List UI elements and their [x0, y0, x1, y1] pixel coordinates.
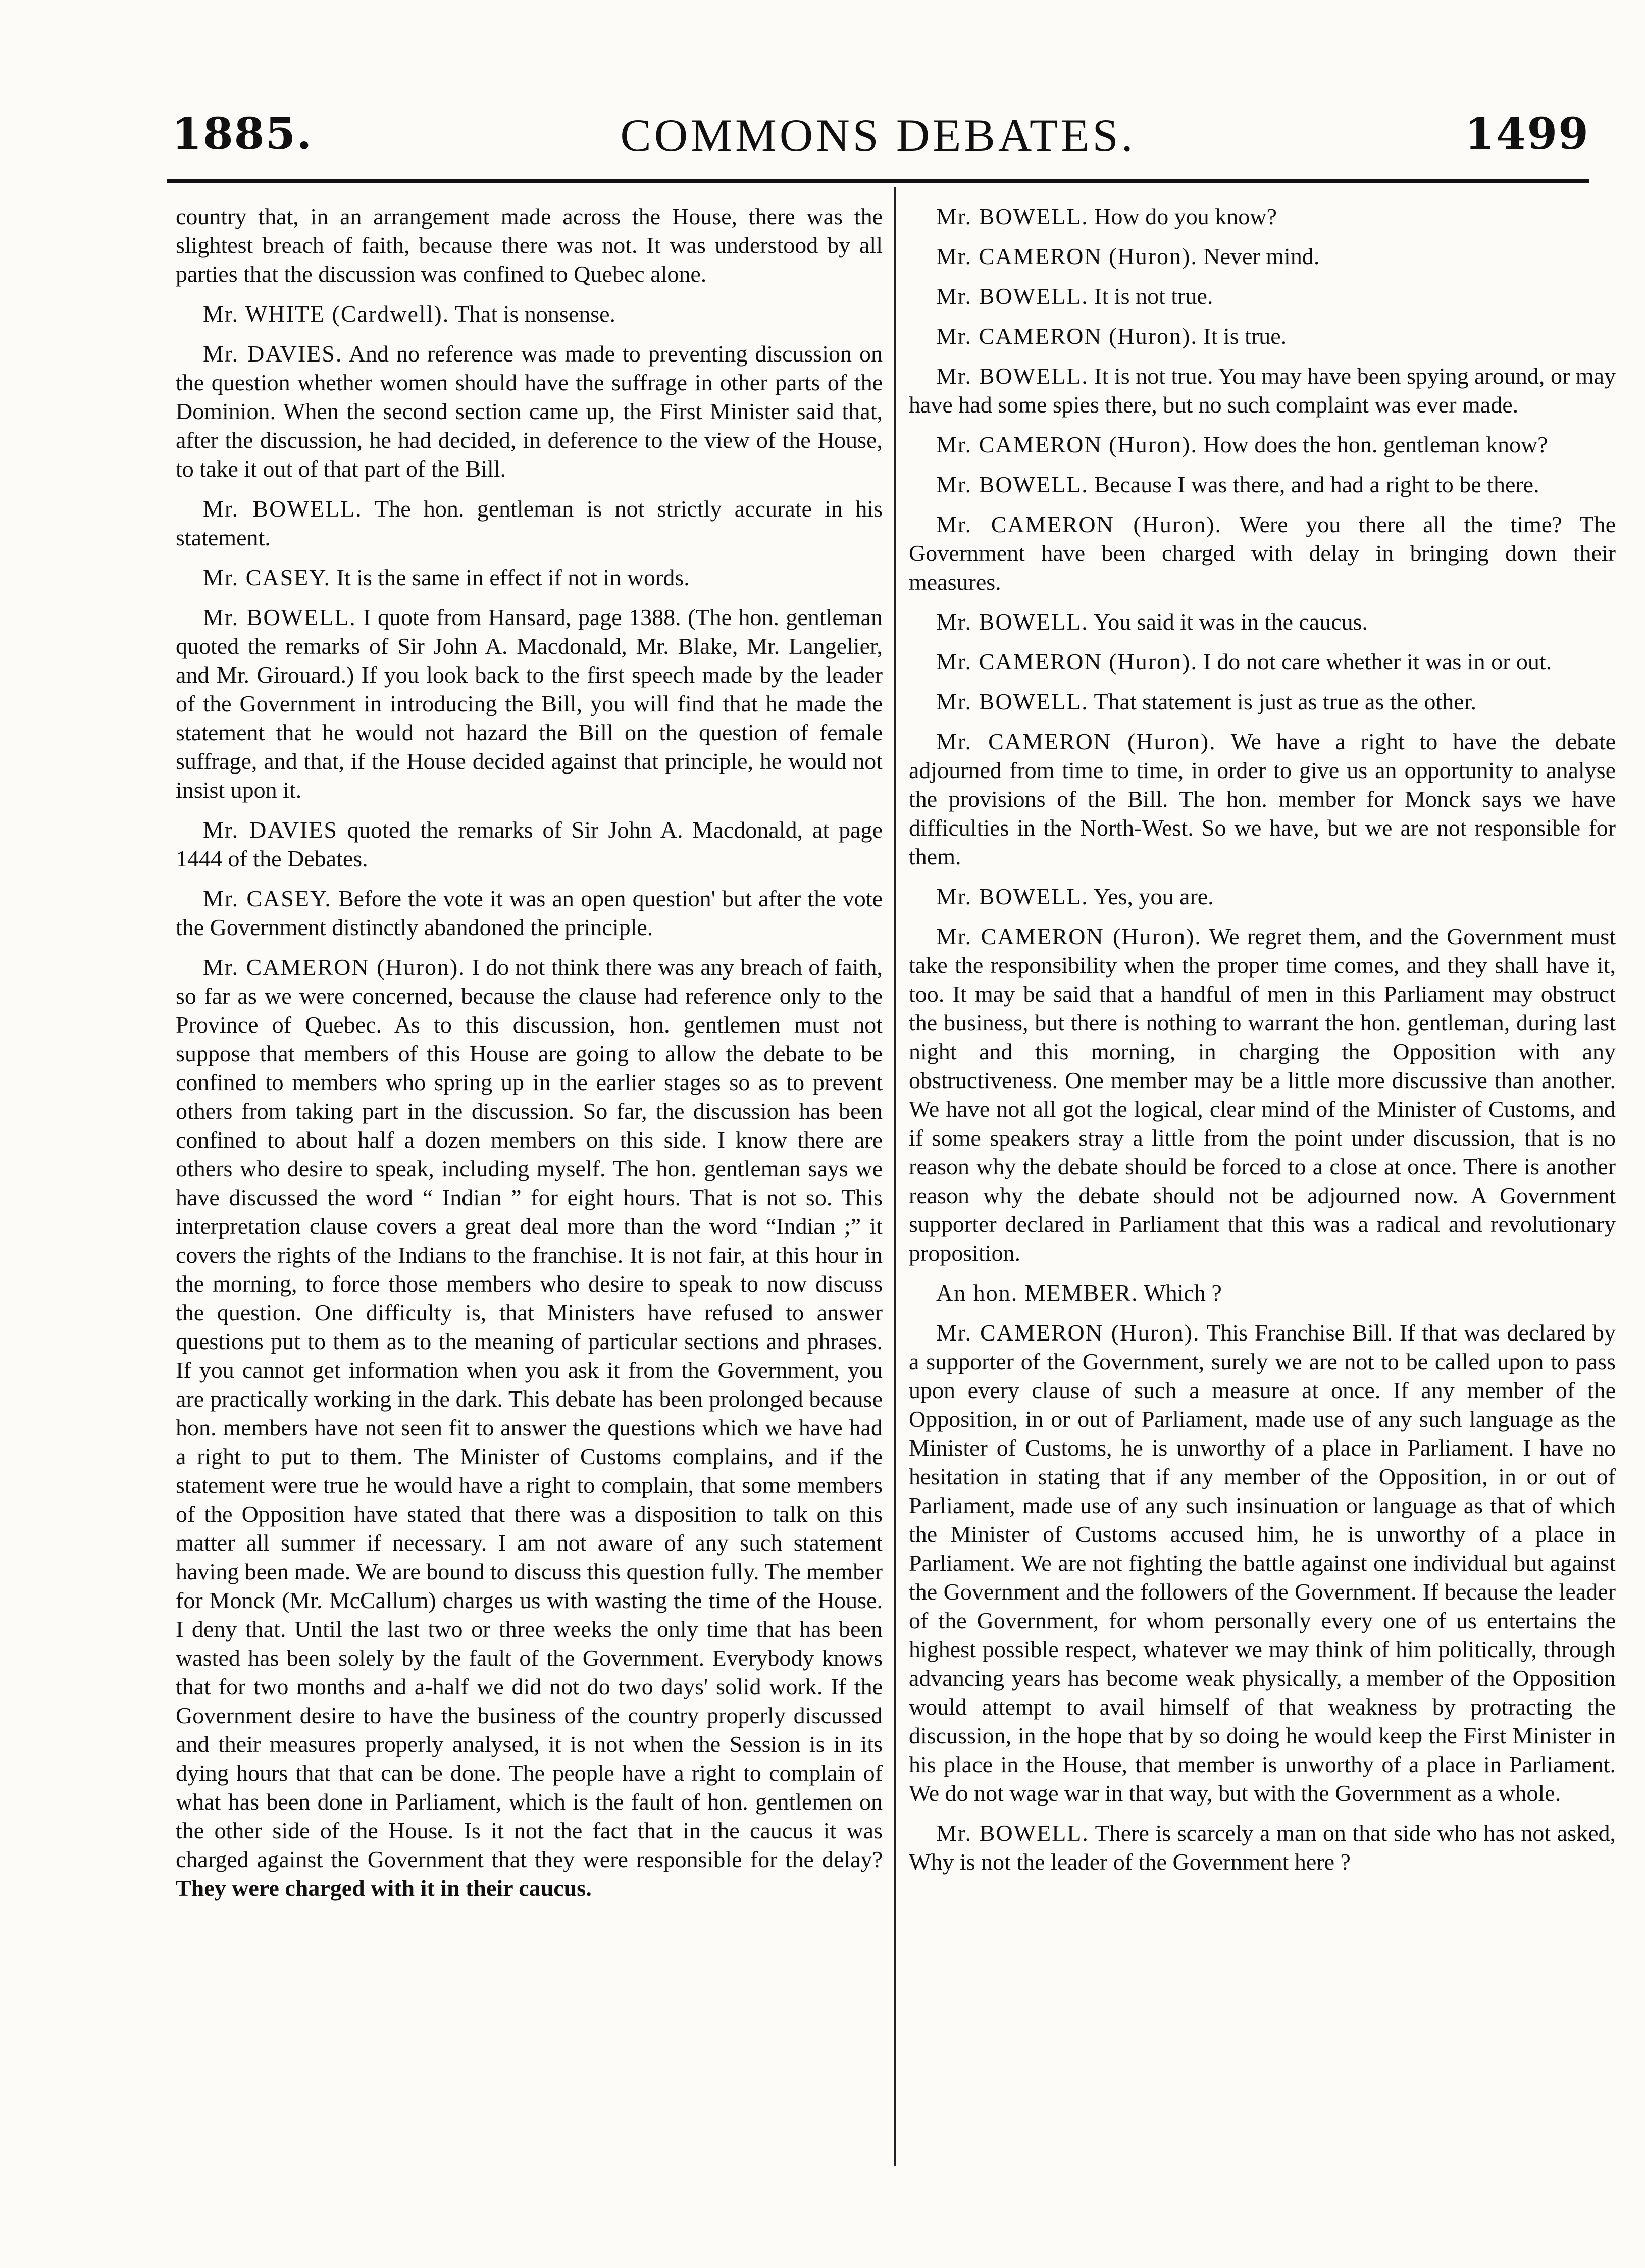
speech-text: Because I was there, and had a right to be there.	[1094, 472, 1539, 497]
speech-text: quoted the remarks of Sir John A. Macdonald, at page 1444 of the Debates.	[176, 817, 883, 871]
header-rule	[167, 179, 1589, 183]
speech-text: I do not care whether it was in or out.	[1203, 649, 1552, 675]
speech-text: That statement is just as true as the other.	[1094, 689, 1477, 714]
speaker-name: Mr. CAMERON (Huron).	[936, 1320, 1200, 1346]
speaker-name: Mr. BOWELL.	[936, 283, 1089, 309]
speaker-name: Mr. CASEY.	[203, 886, 332, 911]
speech-text: It is true.	[1203, 323, 1287, 349]
speech-paragraph	[176, 603, 883, 804]
speech-text: How does the hon. gentleman know?	[1203, 432, 1548, 457]
speaker-name: Mr. CAMERON (Huron).	[203, 954, 466, 980]
speech-paragraph	[909, 470, 1616, 499]
speech-paragraph	[909, 362, 1616, 419]
speaker-name: Mr. BOWELL.	[936, 609, 1089, 635]
speech-text: And no reference was made to preventing discussion on the question whether women should have the suffrage in other parts of the Dominion. When the second section came up, the First Minister said that, after the discussion, he had decided, in deference to the view of the House, to take it out of that part of the Bill.	[176, 341, 883, 482]
speech-paragraph	[909, 647, 1616, 676]
speech-text: I quote from Hansard, page 1388. (The hon. gentleman quoted the remarks of Sir John A. Macdonald, Mr. Blake, Mr. Langelier, and Mr. Girouard.) If you look back to the first speech made by the leader of the Government in introducing the Bill, you will find that he made the statement that he would not hazard the Bill on the question of female suffrage, and that, if the House decided against that principle, he would not insist upon it.	[176, 604, 883, 803]
speech-text: Which ?	[1144, 1280, 1222, 1306]
speaker-name: An hon. MEMBER.	[936, 1280, 1139, 1306]
speech-paragraph	[909, 510, 1616, 596]
speech-paragraph	[909, 607, 1616, 636]
speech-text: We have a right to have the debate adjourned from time to time, in order to give us an opportunity to analyse the provisions of the Bill. The hon. member for Monck says we have difficulties in the North-West. So we have, but we are not responsible for them.	[909, 729, 1616, 869]
speaker-name: Mr. CAMERON (Huron).	[936, 511, 1222, 537]
speech-text: This Franchise Bill. If that was declared by a supporter of the Government, surely we are not to be called upon to pass upon every clause of such a measure at once. If any member of the Opposition, in or out of Parliament, made use of any such language as the Minister of Customs, he is unworthy of a place in Parliament. I have no hesitation in stating that if any member of the Opposition, in or out of Parliament, made use of any such insinuation or language as that of which the Minister of Customs accused him, he is unworthy of a place in Parliament. We are not fighting the battle against one individual but against the Government and the followers of the Government. If because the leader of the Government, for whom personally every one of us entertains the highest possible respect, whatever we may think of him politically, through advancing years has become weak physically, a member of the Opposition would attempt to avail himself of that weakness by protracting the discussion, in the hope that by so doing he would keep the First Minister in his place in the House, that member is unworthy of a place in Parliament. We do not wage war in that way, but with the Government as a whole.	[909, 1320, 1616, 1806]
speaker-name: Mr. CAMERON (Huron).	[936, 649, 1198, 675]
speech-paragraph	[909, 322, 1616, 350]
speech-paragraph	[909, 882, 1616, 911]
speech-paragraph	[909, 1278, 1616, 1307]
speech-text: Were you there all the time? The Government have been charged with delay in bringing down their measures.	[909, 511, 1616, 595]
page-header	[167, 109, 1589, 174]
speaker-name: Mr. DAVIES	[203, 817, 338, 843]
speech-paragraph	[909, 922, 1616, 1267]
speech-text: It is the same in effect if not in words.	[336, 564, 690, 590]
speaker-name: Mr. CASEY.	[203, 564, 331, 590]
speaker-name: Mr. CAMERON (Huron).	[936, 923, 1202, 949]
speaker-name: Mr. CAMERON (Huron).	[936, 729, 1216, 754]
header-year: 1885.	[172, 109, 313, 160]
header-page-number: 1499	[1464, 109, 1589, 160]
speech-paragraph	[176, 884, 883, 942]
speech-paragraph	[176, 953, 883, 1902]
column-divider	[894, 187, 896, 2166]
speech-text: You said it was in the caucus.	[1093, 609, 1368, 635]
speaker-name: Mr. BOWELL.	[936, 689, 1089, 714]
speech-paragraph	[909, 727, 1616, 871]
left-column	[176, 202, 883, 1914]
header-title: COMMONS DEBATES.	[620, 110, 1136, 161]
speech-paragraph	[176, 202, 883, 288]
speaker-name: Mr. WHITE (Cardwell).	[203, 301, 450, 327]
speech-paragraph	[909, 1819, 1616, 1876]
speech-text: It is not true.	[1094, 283, 1213, 309]
speech-text: I do not think there was any breach of faith, so far as we were concerned, because the clause had reference only to the Province of Quebec. As to this discussion, hon. gentlemen must not suppose that members of this House are going to allow the debate to be confined to members who spring up in the earlier stages so as to prevent others from taking part in the discussion. So far, the discussion has been confined to about half a dozen members on this side. I know there are others who desire to speak, including myself. The hon. gentleman says we have discussed the word “ Indian ” for eight hours. That is not so. This interpretation clause covers a great deal more than the word “Indian ;” it covers the rights of the Indians to the franchise. It is not fair, at this hour in the morning, to force those members who desire to speak to now discuss the question. One difficulty is, that Ministers have refused to answer questions put to them as to the meaning of particular sections and phrases. If you cannot get information when you ask it from the Government, you are practically working in the dark. This debate has been prolonged because hon. members have not seen fit to answer the questions which we have had a right to put to them. The Minister of Customs complains, and if the statement were true he would have a right to complain, that some members of the Opposition have stated that there was a disposition to talk on this matter all summer if necessary. I am not aware of any such statement having been made. We are bound to discuss this question fully. The member for Monck (Mr. McCallum) charges us with wasting the time of the House. I deny that. Until the last two or three weeks the only time that has been wasted has been solely by the fault of the Government. Everybody knows that for two months and a-half we did not do two days' solid work. If the Government desire to have the business of the country properly discussed and their measures properly analysed, it is not when the Session is in its dying hours that that can be done. The people have a right to complain of what has been done in Parliament, which is the fault of hon. gentlemen on the other side of the House. Is it not the fact that in the caucus it was charged against the Government that they were responsible for the delay?	[176, 954, 883, 1872]
speech-paragraph	[176, 299, 883, 328]
speech-paragraph	[909, 1318, 1616, 1808]
speech-paragraph	[176, 494, 883, 552]
speaker-name: Mr. CAMERON (Huron).	[936, 323, 1198, 349]
speech-text-bold: They were charged with it in their caucus.	[176, 1875, 592, 1901]
speaker-name: Mr. CAMERON (Huron).	[936, 243, 1198, 269]
speech-paragraph	[909, 687, 1616, 716]
speaker-name: Mr. BOWELL.	[936, 363, 1089, 389]
speaker-name: Mr. DAVIES.	[203, 341, 343, 367]
speech-text: We regret them, and the Government must take the responsibility when the proper time comes, and they shall have it, too. It may be said that a handful of men in this Parliament may obstruct the business, but there is nothing to warrant the hon. gentleman, during last night and this morning, in charging the Opposition with any obstructiveness. One member may be a little more discussive than another. We have not all got the logical, clear mind of the Minister of Customs, and if some speakers stray a little from the point under discussion, that is no reason why the debate should be forced to a close at once. There is another reason why the debate should not be adjourned now. A Government supporter declared in Parliament that this was a radical and revolutionary proposition.	[909, 923, 1616, 1266]
speaker-name: Mr. BOWELL.	[936, 472, 1089, 497]
speaker-name: Mr. BOWELL.	[203, 496, 363, 522]
speech-text: Before the vote it was an open question' but after the vote the Government distinctly abandoned the principle.	[176, 886, 883, 940]
right-column	[909, 202, 1616, 1887]
speech-paragraph	[909, 430, 1616, 459]
speech-text: Never mind.	[1203, 243, 1320, 269]
speech-paragraph	[176, 563, 883, 592]
speech-text: The hon. gentleman is not strictly accurate in his statement.	[176, 496, 883, 550]
speech-text: It is not true. You may have been spying around, or may have had some spies there, but no such complaint was ever made.	[909, 363, 1616, 418]
speech-text: There is scarcely a man on that side who has not asked, Why is not the leader of the Government here ?	[909, 1820, 1616, 1875]
speech-paragraph	[909, 202, 1616, 231]
speaker-name: Mr. BOWELL.	[936, 203, 1089, 229]
speech-paragraph	[909, 242, 1616, 271]
speech-text: How do you know?	[1094, 203, 1277, 229]
speech-text: That is nonsense.	[454, 301, 616, 327]
speech-text: Yes, you are.	[1093, 884, 1214, 909]
speaker-name: Mr. BOWELL.	[936, 1820, 1089, 1846]
speech-paragraph	[909, 282, 1616, 311]
speaker-name: Mr. BOWELL.	[936, 884, 1089, 909]
speaker-name: Mr. CAMERON (Huron).	[936, 432, 1198, 457]
speech-paragraph	[176, 339, 883, 483]
speech-paragraph	[176, 815, 883, 873]
speech-text: country that, in an arrangement made across the House, there was the slightest breach of faith, because there was not. It was understood by all parties that the discussion was confined to Quebec alone.	[176, 203, 883, 287]
speaker-name: Mr. BOWELL.	[203, 604, 356, 630]
